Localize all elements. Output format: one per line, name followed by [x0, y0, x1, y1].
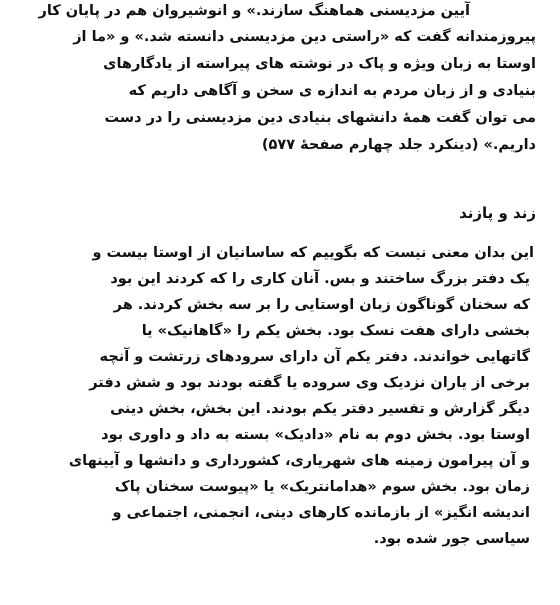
- paragraph-1-line-1: آیین مزدیسنی هماهنگ سازند.» و انوشیروان هم در پایان کار: [38, 3, 470, 19]
- paragraph-1-line-5: می توان گفت همهٔ دانشهای بنیادی دین مزدیسنی را در دست: [104, 110, 536, 126]
- paragraph-2-line-12: سیاسی جور شده بود.: [373, 531, 530, 547]
- paragraph-2-line-3: که سخنان گوناگون زبان اوستایی را بر سه بخش کردند. هر: [113, 297, 530, 313]
- section-heading: زند و پازند: [459, 204, 536, 223]
- paragraph-2-line-9: و آن پیرامون زمینه های شهریاری، کشورداری و دانشها و آیینهای: [68, 453, 530, 469]
- paragraph-2-line-2: یک دفتر بزرگ ساختند و بس. آنان کاری را که کردند این بود: [110, 271, 530, 287]
- paragraph-2-line-6: برخی از یاران نزدیک وی سروده یا گفته بودند بود و شش دفتر: [89, 375, 530, 391]
- paragraph-2-line-8: اوستا بود. بخش دوم به نام «دادیک» بسته به داد و داوری بود: [101, 427, 530, 443]
- paragraph-1-line-2: پیروزمندانه گفت که «راستی دین مزدیسنی دانسته شد.» و «ما از: [73, 29, 536, 45]
- paragraph-2-line-11: اندیشه انگیز» از بازمانده کارهای دینی، انجمنی، اجتماعی و: [112, 505, 530, 521]
- paragraph-2-line-5: گاتهایی خواندند. دفتر یکم آن دارای سرودهای زرتشت و آنچه: [99, 349, 530, 365]
- paragraph-2-line-4: بخشی دارای هفت نسک بود. بخش یکم را «گاهانیک» یا: [141, 323, 530, 339]
- paragraph-1-line-4: بنیادی و از زبان مردم به اندازه ی سخن و آگاهی داریم که: [128, 83, 536, 99]
- paragraph-2-line-10: زمان بود. بخش سوم «هدامانتریک» یا «پیوست سخنان پاک: [114, 479, 530, 495]
- paragraph-2-line-1: این بدان معنی نیست که بگوییم که ساسانیان از اوستا بیست و: [92, 245, 534, 261]
- paragraph-2-line-7: دیگر گزارش و تفسیر دفتر یکم بودند. این بخش، بخش دینی: [110, 401, 530, 417]
- paragraph-1-line-3: اوستا به زبان ویژه و پاک در نوشته های پیراسته از یادگارهای: [103, 56, 536, 72]
- paragraph-1-line-6: داریم.» (دینکرد جلد چهارم صفحهٔ ۵۷۷): [261, 137, 536, 153]
